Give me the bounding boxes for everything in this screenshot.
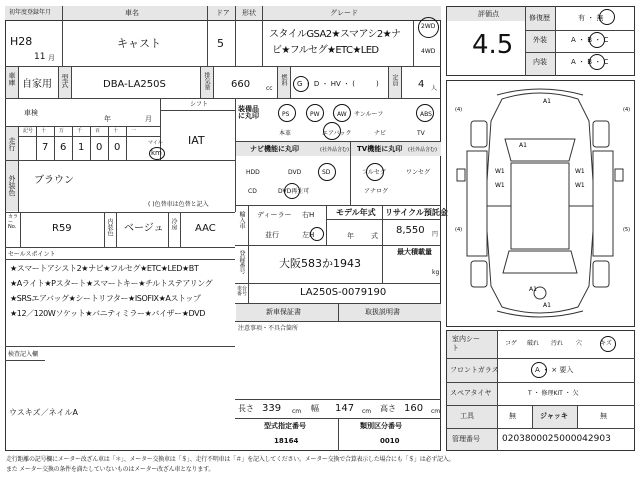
equipment-item: サンルーフ <box>354 111 384 118</box>
sales-points-label: セールスポイント <box>8 251 56 258</box>
mileage-divider <box>126 126 127 160</box>
color-code-value: R59 <box>52 223 72 234</box>
navi-item: HDD <box>246 169 260 176</box>
diagram-number-label: (4) <box>455 227 463 233</box>
glass-label: フロントガラス <box>450 366 499 374</box>
import-label: 輸入車 <box>238 211 245 229</box>
interior-color-value: ベージュ <box>124 223 164 234</box>
repair-options: 有 ・ 無 <box>578 14 604 22</box>
import-left: 左H <box>302 231 315 239</box>
import-parallel: 並行 <box>265 231 279 239</box>
inspection-month: 月 <box>145 115 152 123</box>
type-number-label: 型式指定番号 <box>264 422 306 430</box>
width-label: 幅 <box>311 404 319 413</box>
displacement-unit: cc <box>266 85 273 92</box>
first-reg-year: H28 <box>10 35 33 48</box>
repair-label: 修復歴 <box>529 14 550 22</box>
damage-mark: W1 <box>575 168 585 175</box>
car-name-label: 車名 <box>125 9 139 17</box>
mileage-digit-header: 千 <box>77 128 83 134</box>
seat-item: 汚れ <box>551 340 564 347</box>
wheel-rear-right <box>593 261 609 287</box>
mileage-unit-km: km <box>151 149 162 157</box>
doors-label: ドア <box>216 9 230 17</box>
recycle-value: 8,550 <box>396 225 425 236</box>
import-dealer: ディーラー <box>257 211 292 219</box>
equipment-item-circle <box>333 104 351 122</box>
ac-label: 冷房 <box>170 218 177 230</box>
grade-line2: ビ★フルセグ★ETC★LED <box>272 45 379 56</box>
damage-mark: W1 <box>575 182 585 189</box>
mileage-digit: 6 <box>60 142 67 153</box>
car-name: キャスト <box>117 37 161 50</box>
interior-label: 内装 <box>533 58 547 66</box>
height-label: 高さ <box>380 404 396 413</box>
equipment-item: PW <box>310 111 320 118</box>
model-value: DBA-LA250S <box>103 79 166 90</box>
exterior-color-value: ブラウン <box>34 175 74 186</box>
mileage-divider <box>36 126 37 160</box>
tv-fullseg-circle <box>366 163 384 181</box>
shift-label: シフト <box>190 101 209 108</box>
exterior-color-label: 外装色 <box>8 175 16 196</box>
grade-label: グレード <box>330 9 358 17</box>
glass-a-circle <box>531 362 547 378</box>
navi-note: (社外品含む) <box>320 147 349 153</box>
mileage-digit: 0 <box>96 142 103 153</box>
length-value: 339 <box>262 403 282 414</box>
mileage-digit: 7 <box>42 142 49 153</box>
navi-item: SD <box>322 169 331 176</box>
seat-item: 穴 <box>576 340 583 347</box>
equipment-item-circle <box>416 104 434 122</box>
damage-mark: W1 <box>495 168 505 175</box>
chassis-value: LA250S-0079190 <box>300 287 387 298</box>
new-car-warranty: 新車保証書 <box>266 308 301 316</box>
recycle-label: リサイクル預託金 <box>385 208 448 217</box>
use-value: 自家用 <box>22 79 52 90</box>
navi-item: DVD再生可 <box>278 188 310 195</box>
model-year-unit: 年 <box>347 232 354 240</box>
exterior-options: A ・ B ・ C <box>571 36 609 44</box>
spare-label: スペアタイヤ <box>450 389 492 397</box>
jack-value: 無 <box>600 412 607 420</box>
equipment-item: ナビ <box>374 130 387 137</box>
score-value: 4.5 <box>472 30 514 60</box>
registration-label: 登録番号 <box>238 250 245 274</box>
diagram-number-label: (4) <box>623 107 631 113</box>
equipment-title: 装備品に丸印 <box>238 105 259 120</box>
inspection-label: 車検 <box>24 109 38 117</box>
use-label: 車庫 <box>8 72 16 86</box>
color-code-label: カラー No. <box>8 214 19 230</box>
tv-item: アナログ <box>364 188 389 195</box>
navi-dvd-circle <box>284 183 300 199</box>
model-year-suffix: 式 <box>371 232 378 240</box>
tools-label: 工具 <box>460 412 474 420</box>
wheel-rear-left <box>471 261 487 287</box>
drive-2wd: 2WD <box>421 23 436 30</box>
sales-point-line: ★Aライト★Pスタート★スマートキー★チルトステアリング <box>10 279 213 288</box>
diagram-number-label: (4) <box>455 107 463 113</box>
exterior-label: 外装 <box>533 36 547 44</box>
mileage-digit-header: 十 <box>41 128 47 134</box>
shift-value: IAT <box>188 134 205 147</box>
airbag-circle <box>323 122 341 140</box>
roof <box>511 163 569 249</box>
interior-color-label: 内装色 <box>106 218 113 236</box>
tv-item: フルセグ <box>362 169 386 176</box>
equipment-item: ABS <box>420 111 432 118</box>
navi-item: DVD <box>288 169 302 176</box>
type-number-value: 18164 <box>274 437 299 445</box>
mileage-digit: 1 <box>78 142 85 153</box>
recycle-unit: 円 <box>432 231 439 238</box>
model-year-label: モデル年式 <box>336 208 376 217</box>
wheel-front-left <box>471 121 487 147</box>
score-label: 評価点 <box>478 10 499 18</box>
height-unit: cm <box>431 408 441 415</box>
mileage-digit-header: 万 <box>59 128 65 134</box>
shape-label: 形状 <box>242 9 256 17</box>
car-body-outline <box>487 93 593 313</box>
tv-note: (社外品含む) <box>408 147 437 153</box>
max-load-unit: kg <box>432 269 440 276</box>
damage-mark: W1 <box>495 182 505 189</box>
length-unit: cm <box>292 408 302 415</box>
sales-point-line: ★12／120Wソケット★バニティミラー★バイザー★DVD <box>10 309 205 318</box>
equipment-item: エアバック <box>322 130 352 137</box>
diagram-number-label: (5) <box>623 227 631 233</box>
jack-label: ジャッキ <box>540 412 568 420</box>
sales-point-line: ★SRSエアバッグ★シートリフター★ISOFIX★Aストップ <box>10 294 201 303</box>
damage-mark: A1 <box>543 98 551 105</box>
navi-item: CD <box>248 188 257 195</box>
drive-4wd: 4WD <box>421 48 436 55</box>
equipment-item: AW <box>337 111 347 118</box>
length-label: 長さ <box>238 404 254 413</box>
tv-item: ワンセグ <box>406 169 431 176</box>
equipment-item: TV <box>417 130 425 137</box>
width-unit: cm <box>362 408 372 415</box>
wheel-front-right <box>593 121 609 147</box>
class-number-label: 類別区分番号 <box>360 422 402 430</box>
mileage-divider <box>108 126 109 160</box>
interior-options: A ・ B ・ C <box>571 58 609 66</box>
mileage-digit-header: 十 <box>113 128 119 134</box>
capacity-label: 定員 <box>391 74 398 86</box>
footer-line1: 走行距離の記号欄にメーター改ざん車は「＊」、メーター交換車は「＄」、走行不明車は「＃」を記入してください。メーター交換で合算表示した場合にも「＄」は必ず記入。 <box>6 456 455 463</box>
sales-point-line: ★スマートアシスト2★ナビ★フルセグ★ETC★LED★BT <box>10 264 199 273</box>
repair-none-circle <box>599 9 615 25</box>
mileage-digit-header: 記号 <box>23 128 34 134</box>
navi-title: ナビ機能に丸印 <box>250 145 299 153</box>
car-diagram <box>447 81 634 326</box>
inspector-note: ウスキズ／ネイルA <box>9 408 78 417</box>
damage-mark: A1 <box>529 286 537 293</box>
capacity-value: 4 <box>418 79 425 90</box>
capacity-unit: 人 <box>431 85 438 92</box>
mgmt-value: 0203800025000042903 <box>502 434 611 444</box>
exterior-color-note: ( )色替車は色替と記入 <box>148 201 209 208</box>
first-reg-month: 11 <box>34 52 46 62</box>
equipment-item-circle <box>306 104 324 122</box>
mileage-label: 走行 <box>8 137 16 151</box>
spare-items: T ・ 修理KIT ・ 欠 <box>528 390 579 397</box>
displacement-label: 排気量 <box>203 72 210 90</box>
interior-b-circle <box>589 54 605 70</box>
exterior-b-circle <box>589 32 605 48</box>
front-bumper <box>497 89 583 95</box>
damage-mark: A1 <box>519 142 527 149</box>
seat-item: コゲ <box>505 340 518 347</box>
windshield <box>505 139 575 161</box>
first-reg-label: 初年度登録年月 <box>9 9 52 16</box>
equipment-item: 本革 <box>279 130 292 137</box>
damage-mark: A1 <box>543 302 551 309</box>
mileage-divider <box>72 126 73 160</box>
owner-manual: 取扱説明書 <box>365 308 400 316</box>
chassis-label: 車台番号 <box>237 286 248 297</box>
import-right: 右H <box>302 211 315 219</box>
fuel-value: G ・ D ・ HV ・ ( ) <box>297 80 379 88</box>
inspector-label: 検査記入欄 <box>8 351 39 358</box>
height-value: 160 <box>404 403 424 414</box>
seat-item: 破れ <box>527 340 540 347</box>
tools-value: 無 <box>509 412 516 420</box>
seat-item: キズ <box>600 340 612 347</box>
class-number-value: 0010 <box>380 437 400 445</box>
mileage-divider <box>54 126 55 160</box>
max-load-label: 最大積載量 <box>397 248 432 256</box>
equipment-item-circle <box>278 104 296 122</box>
fuel-label: 燃料 <box>280 74 287 86</box>
rear-bumper <box>497 311 583 317</box>
footer-line2: また メーター交換の条件を満たしていないものはメーター改ざん車となります。 <box>6 466 215 473</box>
mgmt-label: 管理番号 <box>452 435 480 443</box>
seat-label: 室内シート <box>452 335 480 353</box>
model-label: 型式 <box>61 74 69 88</box>
mileage-digit: 0 <box>114 142 121 153</box>
ac-value: AAC <box>195 223 216 234</box>
navi-sd-circle <box>318 163 336 181</box>
mileage-digit-header: 一 <box>131 128 137 134</box>
mileage-digit-header: 百 <box>95 128 101 134</box>
inspection-year: 年 <box>104 115 111 123</box>
glass-items: A ・ × 要入 <box>535 366 574 374</box>
rear-window <box>503 251 577 273</box>
equipment-item: PS <box>282 111 290 118</box>
width-value: 147 <box>335 403 355 414</box>
tv-title: TV機能に丸印 <box>357 145 403 153</box>
displacement-value: 660 <box>231 79 251 90</box>
import-left-circle <box>310 227 324 241</box>
doors-value: 5 <box>217 37 224 50</box>
notes-label: 注意事項・不具合箇所 <box>238 325 299 332</box>
grade-line1: スタイルGSA2★スマアシ2★ナ <box>269 29 401 40</box>
first-reg-month-unit: 月 <box>48 54 55 62</box>
mileage-divider <box>90 126 91 160</box>
mileage-unit-mile: マイル <box>148 140 163 146</box>
registration-value: 大阪583か1943 <box>279 257 361 270</box>
seat-none-circle <box>600 336 616 352</box>
